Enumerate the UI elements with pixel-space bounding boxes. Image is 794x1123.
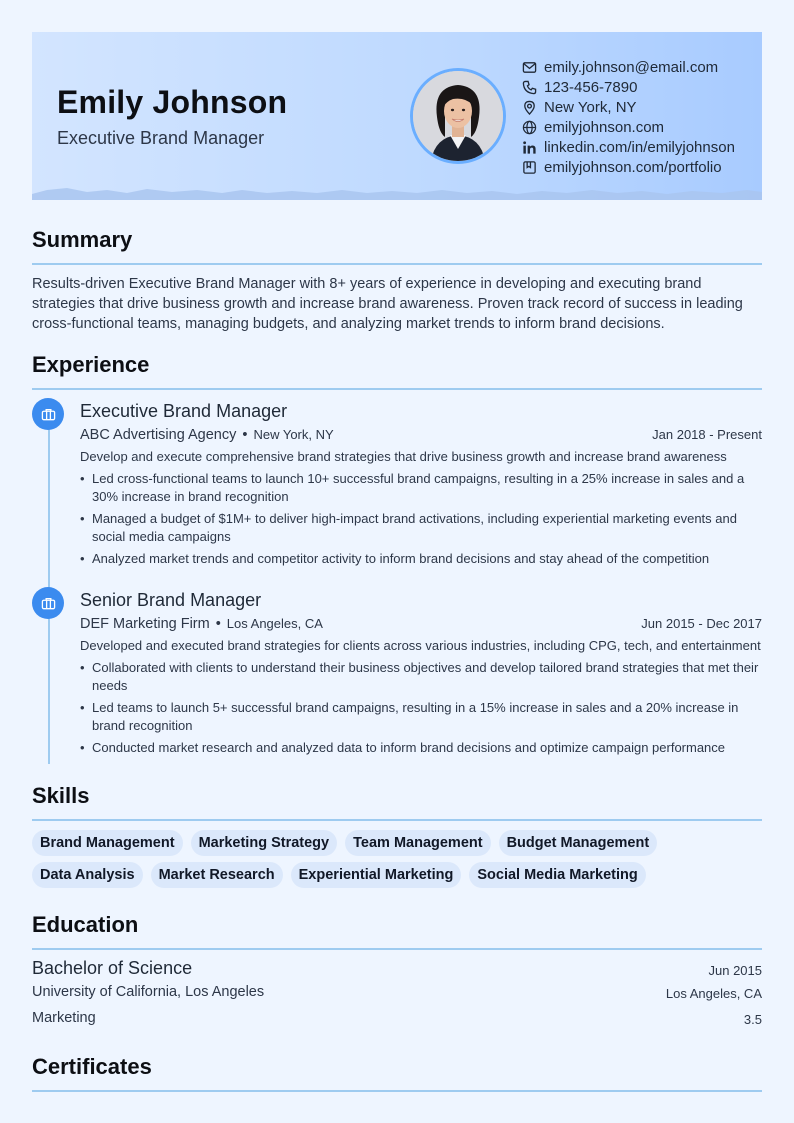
skills-divider: [32, 819, 762, 821]
achievement-item: • Led cross-functional teams to launch 10+ successful brand campaigns, resulting in a 25% increase in sales and a 30% increase in brand recognition: [80, 470, 762, 506]
contact-website[interactable]: [522, 117, 735, 137]
job-company: DEF Marketing Firm: [80, 616, 210, 632]
briefcase-icon: [32, 587, 64, 619]
globe-icon: [522, 120, 537, 135]
contact-phone-text: 123-456-7890: [544, 78, 638, 96]
contact-list: [522, 57, 735, 177]
certificates-heading: Certificates: [32, 1054, 152, 1079]
meta-separator: •: [242, 427, 248, 443]
education-degree: Bachelor of Science: [32, 958, 193, 978]
education-field-row: [32, 1010, 762, 1036]
skills-heading: Skills: [32, 783, 90, 808]
job-description: Develop and execute comprehensive brand strategies that drive business growth and increase brand awareness: [80, 449, 727, 464]
experience-heading: Experience: [32, 352, 150, 377]
profile-photo: [410, 68, 506, 164]
summary-divider: [32, 263, 762, 265]
contact-email-text: emily.johnson@email.com: [544, 58, 719, 76]
candidate-title: Executive Brand Manager: [57, 128, 265, 148]
meta-separator: •: [215, 616, 221, 632]
skill-tag: Team Management: [345, 830, 490, 856]
location-icon: [522, 100, 537, 115]
education-school-row: [32, 984, 762, 1010]
linkedin-icon: [522, 140, 537, 155]
achievement-item: • Managed a budget of $1M+ to deliver high-impact brand activations, including experiential marketing events and social media campaigns: [80, 510, 762, 546]
job-dates: Jan 2018 - Present: [652, 427, 762, 442]
mail-icon: [522, 60, 537, 75]
portfolio-icon: [522, 160, 537, 175]
education-divider: [32, 948, 762, 950]
achievement-item: • Conducted market research and analyzed data to inform brand decisions and optimize campaign performance: [80, 739, 762, 757]
job-location: New York, NY: [253, 427, 334, 442]
job-meta: [80, 424, 762, 446]
skill-tag: Budget Management: [499, 830, 658, 856]
skill-tag: Market Research: [151, 862, 283, 888]
briefcase-icon: [32, 398, 64, 430]
contact-location-text: New York, NY: [544, 98, 637, 116]
contact-portfolio-text: emilyjohnson.com/portfolio: [544, 158, 722, 176]
skills-row: [32, 830, 762, 856]
experience-item: [80, 398, 762, 572]
skill-tag: Experiential Marketing: [291, 862, 462, 888]
job-title: Senior Brand Manager: [80, 590, 262, 610]
education-item: [32, 958, 762, 1036]
skill-tag: Social Media Marketing: [469, 862, 645, 888]
education-field: Marketing: [32, 1010, 96, 1026]
education-location: Los Angeles, CA: [665, 986, 762, 1001]
profile-photo-illustration: [413, 71, 503, 161]
contact-linkedin-text: linkedin.com/in/emilyjohnson: [544, 138, 735, 156]
skills-row: [32, 862, 762, 888]
job-description: Developed and executed brand strategies for clients across various industries, including CPG, tech, and entertainment: [80, 638, 761, 653]
job-company: ABC Advertising Agency: [80, 427, 237, 443]
contact-portfolio[interactable]: [522, 157, 735, 177]
contact-email[interactable]: [522, 57, 735, 77]
phone-icon: [522, 80, 537, 95]
summary-text: Results-driven Executive Brand Manager with 8+ years of experience in developing and executing brand strategies that drive business growth and increase brand awareness. Proven track record of success in leading cross-functional teams, managing budgets, and analyzing market trends to inform brand decisions.: [32, 276, 743, 332]
contact-phone[interactable]: [522, 77, 735, 97]
skills-list: [32, 830, 762, 894]
education-date: Jun 2015: [708, 963, 762, 978]
job-title: Executive Brand Manager: [80, 401, 288, 421]
contact-linkedin[interactable]: [522, 137, 735, 157]
experience-divider: [32, 388, 762, 390]
education-school: University of California, Los Angeles: [32, 984, 265, 1000]
summary-heading: Summary: [32, 227, 133, 252]
job-achievements: [80, 659, 762, 757]
education-gpa: 3.5: [743, 1012, 762, 1027]
certificates-divider: [32, 1090, 762, 1092]
experience-item: [80, 587, 762, 761]
achievement-item: • Analyzed market trends and competitor activity to inform brand decisions and stay ahead of the competition: [80, 550, 762, 568]
job-meta: [80, 613, 762, 635]
experience-timeline: [48, 400, 50, 764]
education-heading: Education: [32, 912, 139, 937]
job-location: Los Angeles, CA: [226, 616, 323, 631]
skill-tag: Brand Management: [32, 830, 183, 856]
skill-tag: Marketing Strategy: [191, 830, 338, 856]
contact-location: [522, 97, 735, 117]
candidate-name: Emily Johnson: [57, 84, 288, 120]
header-wave-decoration: [32, 184, 762, 200]
job-achievements: [80, 470, 762, 568]
achievement-item: • Collaborated with clients to understand their business objectives and develop tailored brand strategies that met their needs: [80, 659, 762, 695]
resume-header: [32, 32, 762, 200]
education-degree-row: [32, 958, 762, 984]
skill-tag: Data Analysis: [32, 862, 143, 888]
achievement-item: • Led teams to launch 5+ successful brand campaigns, resulting in a 15% increase in sales and a 20% increase in brand recognition: [80, 699, 762, 735]
job-dates: Jun 2015 - Dec 2017: [641, 616, 762, 631]
contact-website-text: emilyjohnson.com: [544, 118, 665, 136]
